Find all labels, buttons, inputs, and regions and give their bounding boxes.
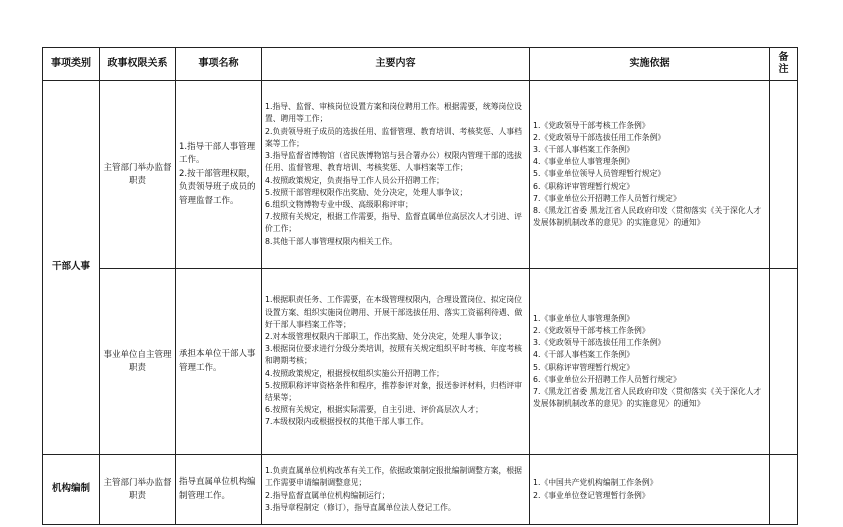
content-cell <box>262 81 530 269</box>
table-row <box>43 81 798 269</box>
content-line: 5.按照干部管理权限作出奖励、处分决定，处理人事争议； <box>265 187 468 197</box>
basis-line: 5.《事业单位领导人员管理暂行规定》 <box>533 169 666 179</box>
content-line: 4.按照政策规定，负责指导工作人员公开招聘工作； <box>265 175 444 185</box>
item-name-cell <box>176 455 262 525</box>
header-remark-line1: 备 <box>778 52 789 63</box>
content-line: 1.指导、监督、审核岗位设置方案和岗位聘用工作。根据需要，统筹岗位设置、聘用等工作； <box>265 102 522 124</box>
content-line: 1.负责直属单位机构改革有关工作，依据政策制定报批编制调整方案，根据工作需要申请编制调整意见； <box>265 466 522 488</box>
basis-line: 2.《党政领导干部选拔任用工作条例》 <box>533 132 666 142</box>
content-line: 4.按照政策规定，根据授权组织实施公开招聘工作； <box>265 368 444 378</box>
basis-line: 4.《事业单位人事管理条例》 <box>533 157 635 167</box>
content-line: 5.按照职称评审资格条件和程序，推荐参评对象，报送参评材料，归档评审结果等； <box>265 380 522 402</box>
content-line: 7.按照有关规定，根据工作需要，指导、监督直属单位高层次人才引进、评价工作； <box>265 212 522 234</box>
header-content: 主要内容 <box>262 48 530 81</box>
basis-line: 6.《事业单位公开招聘工作人员暂行规定》 <box>533 374 681 384</box>
basis-line: 5.《职称评审管理暂行规定》 <box>533 362 635 372</box>
content-line: 8.其他干部人事管理权限内相关工作。 <box>265 236 398 246</box>
content-line: 2.指导监督直属单位机构编制运行； <box>265 490 390 500</box>
basis-cell <box>530 81 770 269</box>
basis-line: 1.《事业单位人事管理条例》 <box>533 313 635 323</box>
content-cell <box>262 269 530 455</box>
header-relation: 政事权限关系 <box>100 48 176 81</box>
header-basis: 实施依据 <box>530 48 770 81</box>
item-name-cell <box>176 269 262 455</box>
basis-line: 2.《事业单位登记管理暂行条例》 <box>533 490 650 500</box>
header-remark-line2: 注 <box>778 64 789 75</box>
content-line: 3.根据岗位要求进行分级分类培训，按照有关规定组织平时考核、年度考核和聘期考核； <box>265 344 522 366</box>
content-line: 6.按照有关规定，根据实际需要，自主引进、评价高层次人才； <box>265 405 483 415</box>
basis-cell <box>530 269 770 455</box>
relation-cell: 主管部门举办监督职责 <box>100 81 176 269</box>
table-row <box>43 269 798 455</box>
basis-line: 3.《党政领导干部选拔任用工作条例》 <box>533 338 666 348</box>
table-row <box>43 455 798 525</box>
basis-line: 6.《职称评审管理暂行规定》 <box>533 181 635 191</box>
basis-line: 8.《黑龙江省委 黑龙江省人民政府印发〈贯彻落实《关于深化人才发展体制机制改革的意见》的实施意见〉的通知》 <box>533 206 762 228</box>
basis-line: 2.《党政领导干部考核工作条例》 <box>533 325 650 335</box>
content-line: 6.组织文物博物专业中级、高级职称评审； <box>265 199 413 209</box>
content-line: 3.指导章程制定（修订），指导直属单位法人登记工作。 <box>265 502 456 512</box>
content-line: 7.本级权限内或根据授权的其他干部人事工作。 <box>265 417 429 427</box>
content-line: 3.指导监督省博物馆（省民族博物馆与县合署办公）权限内管理干部的选拔任用、监督管理、教育培训、考核奖惩、人事档案等工作； <box>265 151 522 173</box>
content-line: 2.负责领导班子成员的选拔任用、监督管理、教育培训、考核奖惩、人事档案等工作； <box>265 126 522 148</box>
basis-line: 1.《党政领导干部考核工作条例》 <box>533 120 650 130</box>
header-row <box>43 48 798 81</box>
relation-cell: 主管部门举办监督职责 <box>100 455 176 525</box>
item-name-text: 承担本单位干部人事管理工作。 <box>179 349 256 373</box>
item-name-text: 1.指导干部人事管理工作。 2.按干部管理权限，负责领导班子成员的管理监督工作。 <box>179 141 256 206</box>
basis-line: 3.《干部人事档案工作条例》 <box>533 144 635 154</box>
header-name: 事项名称 <box>176 48 262 81</box>
category-cell: 干部人事 <box>43 81 100 455</box>
basis-cell <box>530 455 770 525</box>
remark-cell <box>770 81 798 269</box>
basis-line: 7.《事业单位公开招聘工作人员暂行规定》 <box>533 193 681 203</box>
item-name-cell <box>176 81 262 269</box>
content-cell <box>262 455 530 525</box>
header-remark <box>770 48 798 81</box>
relation-cell: 事业单位自主管理职责 <box>100 269 176 455</box>
category-cell: 机构编制 <box>43 455 100 525</box>
remark-cell <box>770 455 798 525</box>
remark-cell <box>770 269 798 455</box>
basis-line: 4.《干部人事档案工作条例》 <box>533 350 635 360</box>
content-line: 2.对本级管理权限内干部职工，作出奖励、处分决定，处理人事争议； <box>265 331 507 341</box>
basis-line: 7.《黑龙江省委 黑龙江省人民政府印发〈贯彻落实《关于深化人才发展体制机制改革的意见》的实施意见〉的通知》 <box>533 386 762 409</box>
affairs-table <box>42 47 798 525</box>
item-name-text: 指导直属单位机构编制管理工作。 <box>179 477 256 501</box>
content-line: 1.根据职责任务、工作需要，在本级管理权限内，合理设置岗位、拟定岗位设置方案、组织实施岗位聘用、开展干部选拔任用、落实工资福利待遇、做好干部人事档案工作等； <box>265 295 523 329</box>
header-category: 事项类别 <box>43 48 100 81</box>
basis-line: 1.《中国共产党机构编制工作条例》 <box>533 478 658 488</box>
